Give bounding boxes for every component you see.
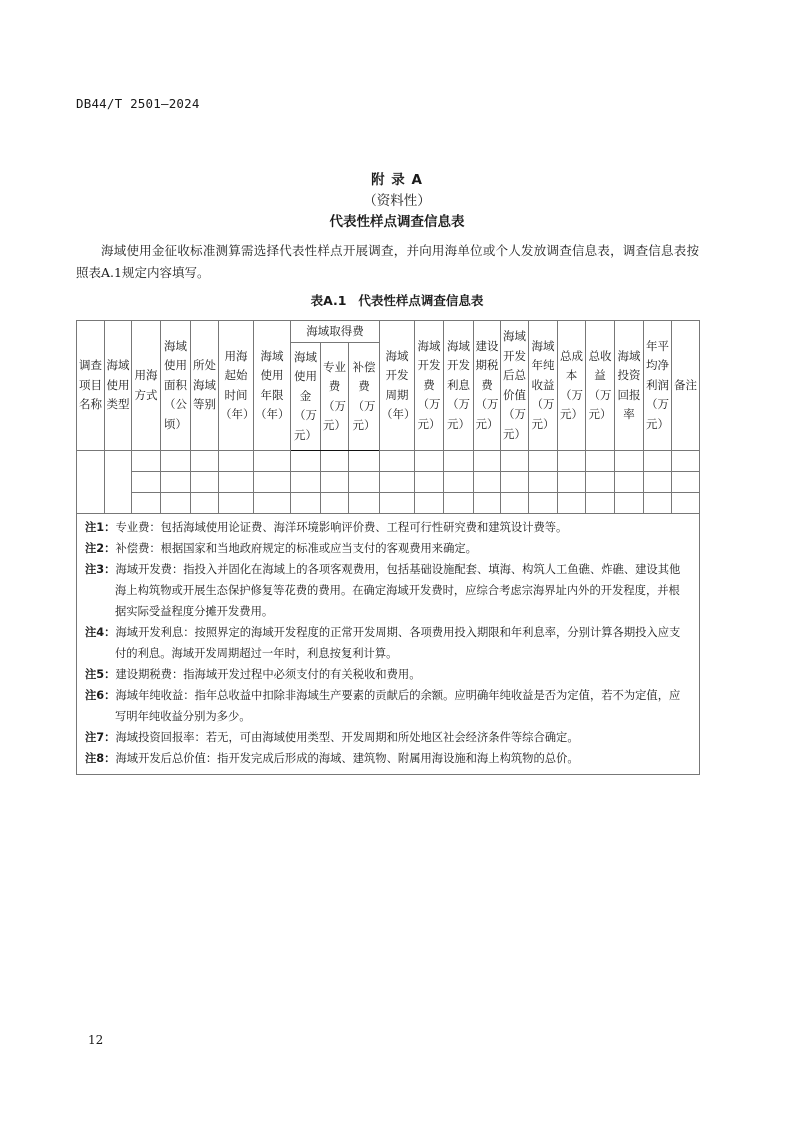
document-id: DB44/T 2501—2024 — [76, 96, 200, 111]
table-cell[interactable] — [644, 493, 672, 514]
header-dev-interest: 海域开发利息（万元） — [444, 321, 474, 451]
header-sea-use-type: 海域使用类型 — [105, 321, 132, 451]
table-cell[interactable] — [615, 472, 644, 493]
table-cell[interactable] — [415, 472, 444, 493]
table-cell[interactable] — [132, 472, 161, 493]
table-cell[interactable] — [380, 493, 415, 514]
table-cell[interactable] — [219, 472, 254, 493]
intro-paragraph: 海域使用金征收标准测算需选择代表性样点开展调查，并向用海单位或个人发放调查信息表，调查信息表按照表A.1规定内容填写。 — [76, 243, 699, 280]
table-cell[interactable] — [380, 472, 415, 493]
note-text: 海域开发后总价值：指开发完成后形成的海域、建筑物、附属用海设施和海上构筑物的总价。 — [115, 752, 579, 765]
table-cell[interactable] — [501, 472, 529, 493]
table-cell[interactable] — [615, 493, 644, 514]
table-caption — [0, 291, 794, 309]
table-cell[interactable] — [558, 493, 586, 514]
header-total-income: 总收益（万元） — [586, 321, 615, 451]
table-cell[interactable] — [349, 493, 380, 514]
table-cell[interactable] — [132, 451, 161, 472]
header-total-cost: 总成本（万元） — [558, 321, 586, 451]
table-cell[interactable] — [219, 451, 254, 472]
header-roi: 海域投资回报率 — [615, 321, 644, 451]
table-cell[interactable] — [529, 451, 558, 472]
header-dev-fee: 海域开发费（万元） — [415, 321, 444, 451]
note-6 — [85, 685, 691, 727]
table-cell[interactable] — [191, 493, 219, 514]
note-1 — [85, 517, 691, 538]
table-cell[interactable] — [644, 451, 672, 472]
header-avg-annual-profit: 年平均净利润（万元） — [644, 321, 672, 451]
header-sea-area: 海域使用面积（公顷） — [161, 321, 191, 451]
header-professional-fee: 专业费（万元） — [321, 343, 349, 451]
table-cell[interactable] — [558, 451, 586, 472]
header-compensation-fee: 补偿费（万元） — [349, 343, 380, 451]
table-row — [77, 472, 700, 493]
survey-info-table — [76, 320, 700, 775]
note-label: 注7： — [85, 731, 116, 744]
table-notes — [77, 514, 700, 775]
header-post-dev-value: 海域开发后总价值（万元） — [501, 321, 529, 451]
table-cell[interactable] — [291, 451, 321, 472]
appendix-nature: （资料性） — [363, 193, 431, 209]
table-cell[interactable] — [474, 472, 501, 493]
note-text: 补偿费：根据国家和当地政府规定的标准或应当支付的客观费用来确定。 — [115, 542, 477, 555]
note-text: 海域开发费：指投入并固化在海域上的各项客观费用，包括基础设施配套、填海、构筑人工鱼礁、炸礁、建设其他海上构筑物或开展生态保护修复等花费的费用。在确定海域开发费时，应综合考虑宗海界址内外的开发程度，并根据实际受益程度分摊开发费用。 — [115, 563, 681, 618]
table-cell[interactable] — [529, 493, 558, 514]
note-4 — [85, 622, 691, 664]
table-cell[interactable] — [349, 451, 380, 472]
header-sea-grade: 所处海域等别 — [191, 321, 219, 451]
table-cell[interactable] — [529, 472, 558, 493]
table-cell[interactable] — [219, 493, 254, 514]
table-cell[interactable] — [191, 472, 219, 493]
table-cell[interactable] — [161, 472, 191, 493]
table-cell[interactable] — [321, 493, 349, 514]
header-dev-period: 海域开发周期（年） — [380, 321, 415, 451]
note-7 — [85, 727, 691, 748]
header-sea-use-method: 用海方式 — [132, 321, 161, 451]
table-cell[interactable] — [321, 451, 349, 472]
table-cell[interactable] — [672, 451, 700, 472]
note-text: 专业费：包括海域使用论证费、海洋环境影响评价费、工程可行性研究费和建筑设计费等。 — [115, 521, 568, 534]
table-cell[interactable] — [415, 451, 444, 472]
table-cell[interactable] — [672, 472, 700, 493]
table-cell[interactable] — [444, 472, 474, 493]
header-construction-tax: 建设期税费（万元） — [474, 321, 501, 451]
table-cell[interactable] — [586, 493, 615, 514]
appendix-title: 附 录 A — [371, 172, 423, 188]
table-cell[interactable] — [161, 451, 191, 472]
note-text: 海域投资回报率：若无，可由海域使用类型、开发周期和所处地区社会经济条件等综合确定。 — [115, 731, 579, 744]
header-remarks: 备注 — [672, 321, 700, 451]
table-cell[interactable] — [254, 451, 291, 472]
table-cell[interactable] — [586, 451, 615, 472]
header-start-time: 用海起始时间（年） — [219, 321, 254, 451]
note-8 — [85, 748, 691, 769]
cell-survey-project-name[interactable] — [77, 451, 105, 514]
table-cell[interactable] — [558, 472, 586, 493]
header-annual-net-income: 海域年纯收益（万元） — [529, 321, 558, 451]
table-cell[interactable] — [321, 472, 349, 493]
header-use-term: 海域使用年限（年） — [254, 321, 291, 451]
note-label: 注8： — [85, 752, 116, 765]
note-label: 注3： — [85, 563, 116, 576]
table-row — [77, 493, 700, 514]
cell-sea-use-type[interactable] — [105, 451, 132, 514]
table-cell[interactable] — [380, 451, 415, 472]
table-cell[interactable] — [161, 493, 191, 514]
table-row — [77, 451, 700, 472]
note-text: 建设期税费：指海域开发过程中必须支付的有关税收和费用。 — [115, 668, 421, 681]
table-cell[interactable] — [615, 451, 644, 472]
note-text: 海域开发利息：按照界定的海域开发程度的正常开发周期、各项费用投入期限和年利息率，分别计算各期投入应支付的利息。海域开发周期超过一年时，利息按复利计算。 — [115, 626, 681, 660]
table-cell[interactable] — [349, 472, 380, 493]
table-cell[interactable] — [254, 472, 291, 493]
table-cell[interactable] — [474, 493, 501, 514]
table-caption-title: 代表性样点调查信息表 — [358, 293, 484, 308]
table-cell[interactable] — [586, 472, 615, 493]
table-cell[interactable] — [191, 451, 219, 472]
header-survey-project-name: 调查项目名称 — [77, 321, 105, 451]
table-cell[interactable] — [501, 451, 529, 472]
page-number: 12 — [88, 1033, 104, 1047]
header-use-fee: 海域使用金（万元） — [291, 343, 321, 451]
note-2 — [85, 538, 691, 559]
table-cell[interactable] — [501, 493, 529, 514]
note-text: 海域年纯收益：指年总收益中扣除非海域生产要素的贡献后的余额。应明确年纯收益是否为定值，若不为定值，应写明年纯收益分别为多少。 — [115, 689, 681, 723]
appendix-name: 代表性样点调查信息表 — [329, 214, 465, 230]
table-cell[interactable] — [254, 493, 291, 514]
note-label: 注4： — [85, 626, 116, 639]
header-acquisition-fee-group: 海域取得费 — [291, 321, 380, 343]
table-cell[interactable] — [644, 472, 672, 493]
table-caption-number: 表A.1 — [310, 293, 347, 308]
note-label: 注1： — [85, 521, 116, 534]
table-cell[interactable] — [291, 472, 321, 493]
note-label: 注2： — [85, 542, 116, 555]
table-cell[interactable] — [132, 493, 161, 514]
table-cell[interactable] — [474, 451, 501, 472]
table-cell[interactable] — [415, 493, 444, 514]
note-5 — [85, 664, 691, 685]
table-cell[interactable] — [444, 493, 474, 514]
table-cell[interactable] — [672, 493, 700, 514]
table-cell[interactable] — [291, 493, 321, 514]
note-3 — [85, 559, 691, 622]
note-label: 注5： — [85, 668, 116, 681]
note-label: 注6： — [85, 689, 116, 702]
table-cell[interactable] — [444, 451, 474, 472]
